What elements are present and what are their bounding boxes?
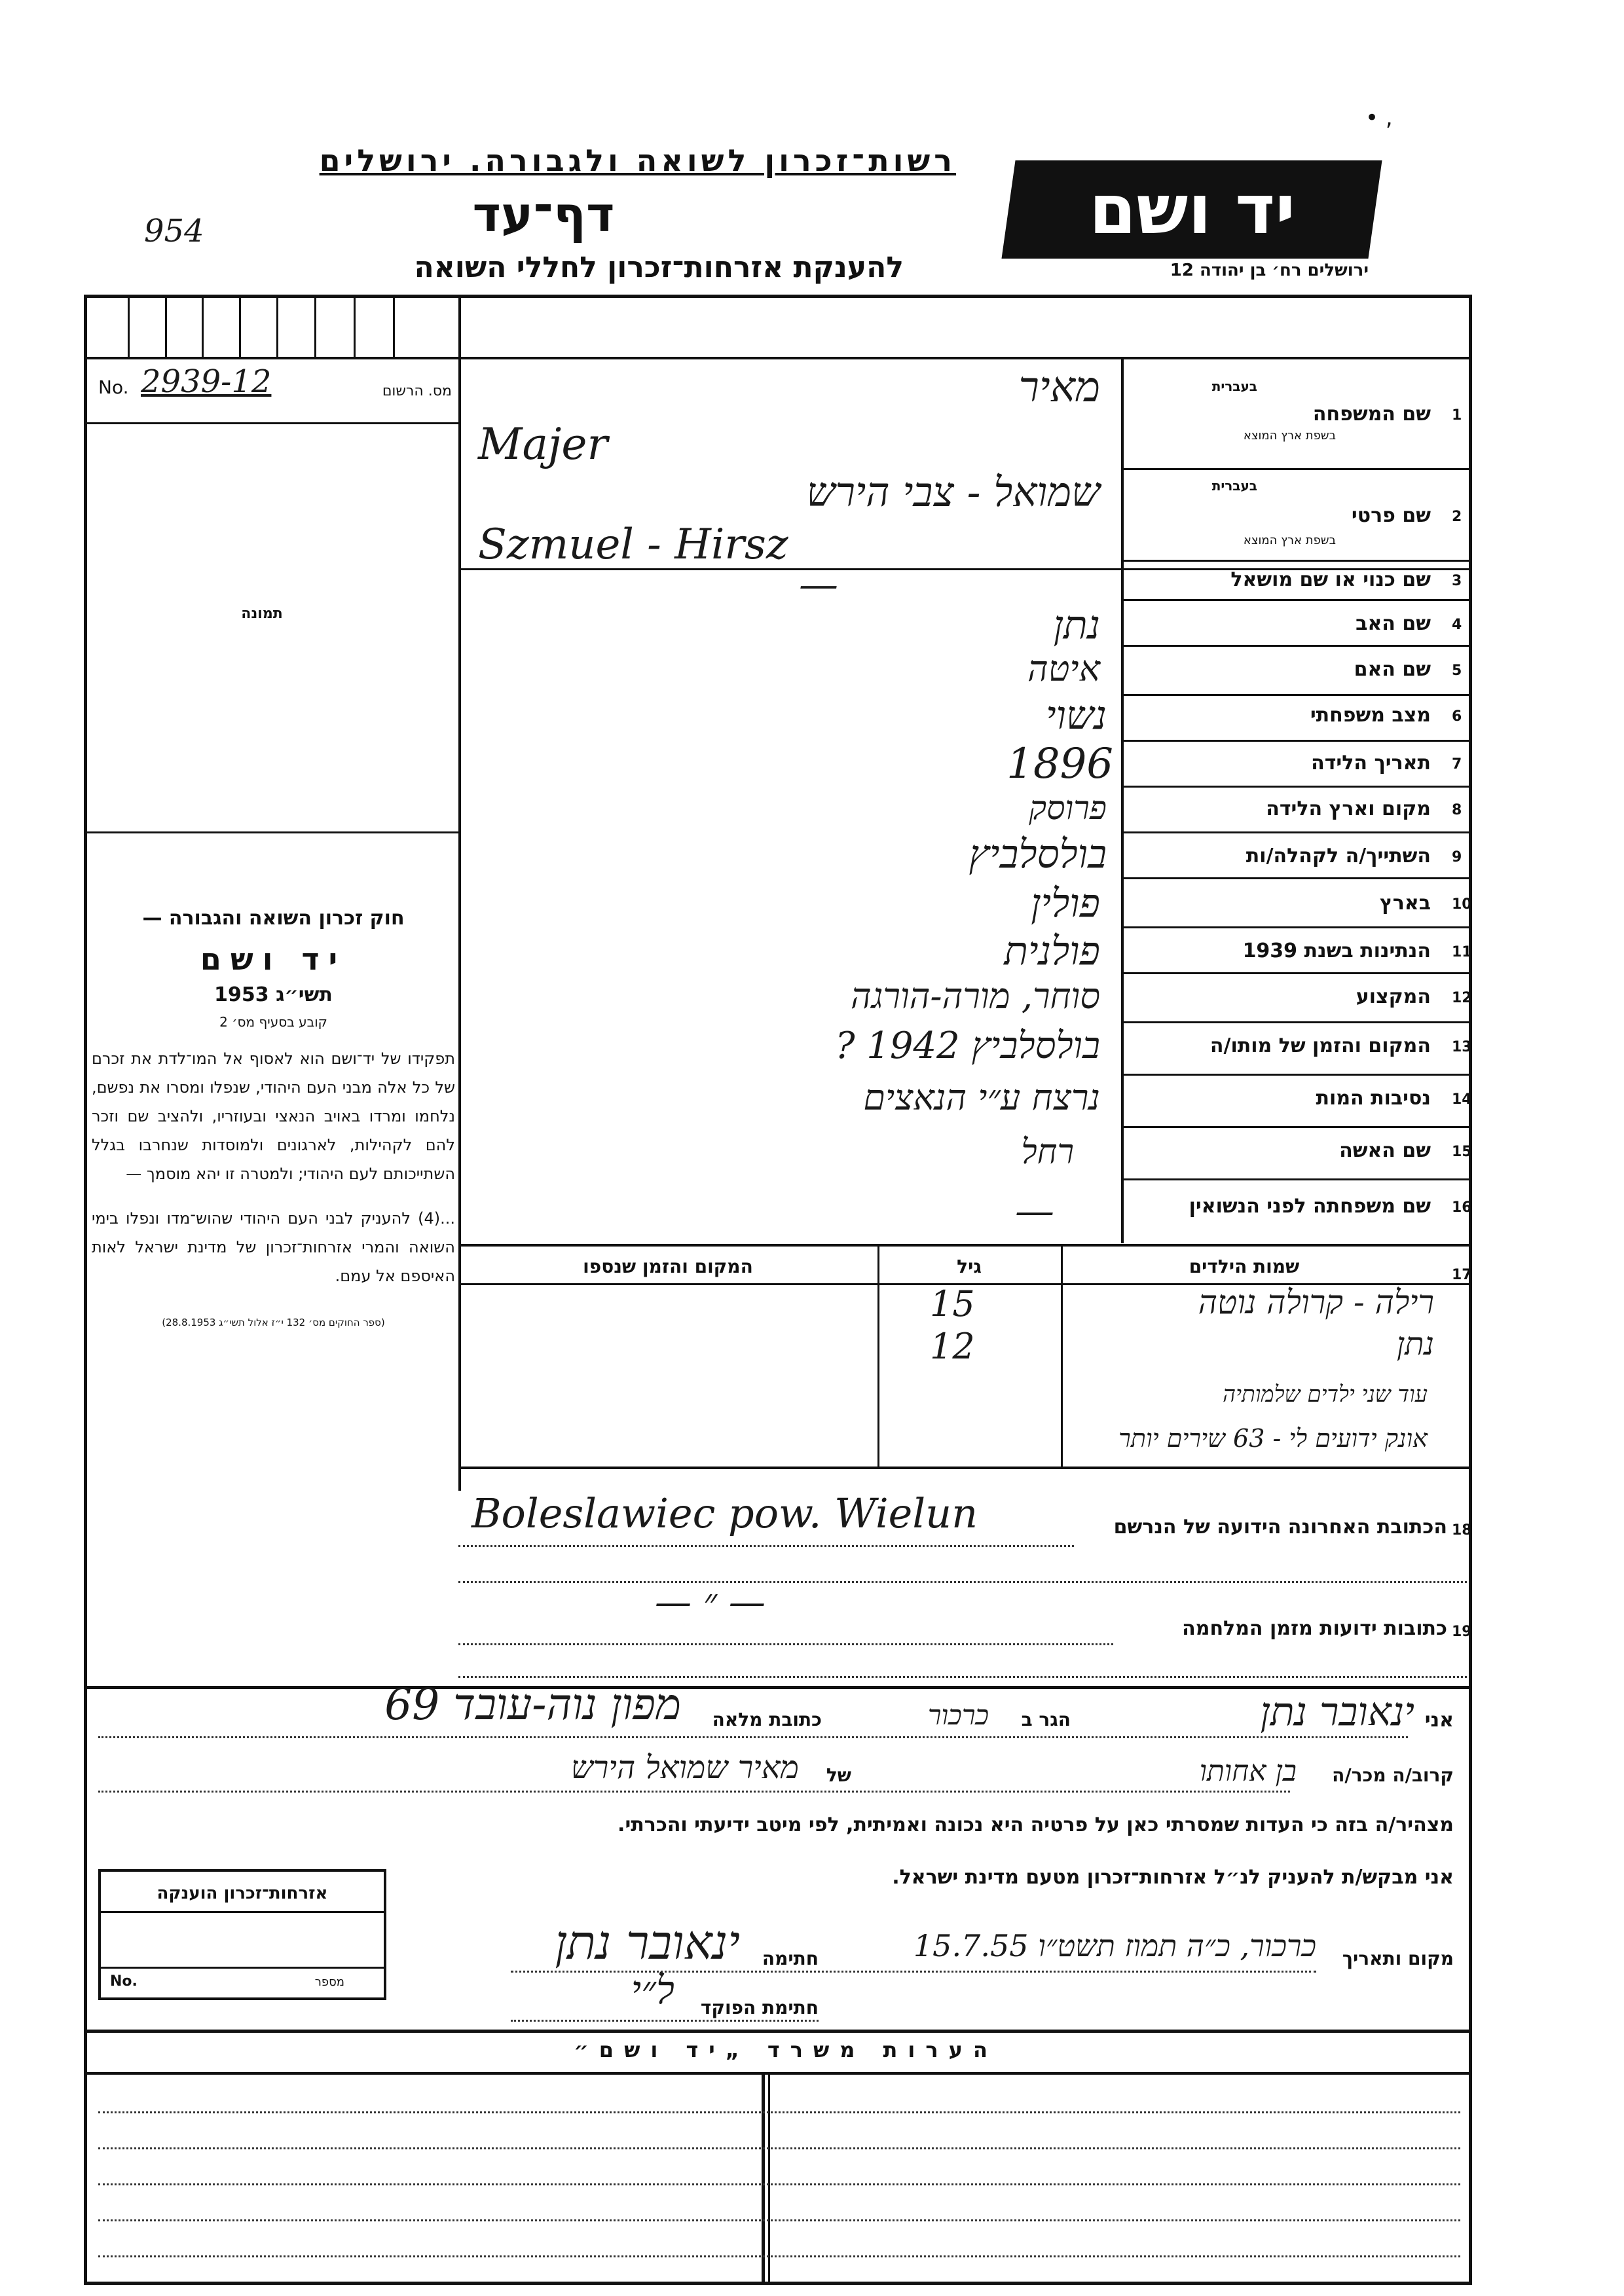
field-14-value: נרצח ע״י הנאצים [863,1077,1100,1118]
children-col-age: גיל [957,1256,982,1277]
field-14-number: 14 [1452,1091,1472,1108]
field-16-label: שם משפחתה לפני הנשואין [1189,1195,1431,1218]
field-1-number: 1 [1452,407,1462,424]
law-title: חוק זכרון השואה והגבורה — [142,907,405,930]
field-18-value: Boleslawiec pow. Wielun [471,1489,978,1537]
law-box [92,907,455,1328]
field-4-label: שם האב [1356,612,1431,635]
resides-label: הגר ב [1021,1709,1071,1730]
field-16-number: 16 [1452,1199,1472,1216]
corner-mark: • , [1365,105,1393,131]
field-16-value: — [1015,1188,1054,1234]
field-12-value: סוחר, מורה-הורגה [850,975,1100,1017]
field-10-value: פולין [1031,881,1100,926]
full-address-label: כתובת מלאה [712,1709,822,1730]
field-12-number: 12 [1452,990,1472,1006]
relative-value: בן אחותו [1199,1755,1297,1788]
field-2-sub-local: בשפת ארץ המוצא [1243,534,1336,547]
field-8-number: 8 [1452,802,1462,818]
of-value: מאיר שמואל הירש [570,1749,799,1786]
law-paragraph-1: תפקידו של יד־ושם הוא לאסוף אל המו־לדת את זכרם של כל אלה מבני העם היהודי, שנפלו ומסרו את נפשם, נלחמו ומרדו באויב הנאצי ובעוזריו, ולהציב שם וזכר להם לקהילות, לארגונים ולמוסדות שנחרבו בגלל השתייכותם לעם היהודי; ולמטרה זו יהא מוסמך — [92,1049,455,1183]
field-19-value: — ״ — [655,1581,766,1624]
children-col-names: שמות הילדים [1189,1256,1300,1277]
field-6-label: מצב משפחתי [1310,704,1431,727]
field-15-value: רחל [1021,1133,1074,1172]
field-13-value: בולסלביץ 1942 ? [835,1025,1100,1067]
photo-label: תמונה [241,606,283,622]
field-11-number: 11 [1452,944,1472,960]
field-6-value: נשוי [1045,693,1107,738]
place-date-value: כרכור, כ״ה תמוז תשט״ו 15.7.55 [913,1928,1316,1963]
field-12-label: המקצוע [1356,985,1431,1008]
field-1-sub-local: בשפת ארץ המוצא [1243,429,1336,443]
field-15-label: שם האשה [1339,1139,1431,1162]
field-10-number: 10 [1452,896,1472,913]
field-15-number: 15 [1452,1144,1472,1160]
field-9-value: בולסלביץ [969,831,1107,877]
field-14-label: נסיבות המות [1316,1087,1431,1110]
child-1-age: 15 [930,1283,975,1324]
field-2-value-local: Szmuel - Hirsz [478,520,788,569]
declaration-ani: אני [1424,1709,1454,1732]
field-7-number: 7 [1452,756,1462,773]
field-1-sub-hebrew: בעברית [1211,378,1257,394]
of-label: של [826,1764,851,1786]
field-10-label: בארץ [1379,892,1431,915]
law-name: יד ושם [200,941,347,977]
child-1-name: רילה - קרולה נוטה [1198,1283,1434,1321]
award-title: אזרחות־זכרון הוענקה [157,1884,328,1903]
field-3-value: — [799,562,838,608]
field-1-value-local: Majer [478,419,608,469]
signature-value: ינאובר נתן [555,1915,740,1970]
logo-address: ירושלים רח׳ בן יהודה 12 [1170,261,1369,280]
field-9-number: 9 [1452,849,1462,866]
field-3-label: שם כנוי או שם מושאל [1230,568,1431,591]
field-13-label: המקום והזמן של מותו/ה [1209,1034,1431,1057]
field-4-value: נתן [1053,602,1100,648]
form-title: דף־עד [472,187,615,243]
place-date-label: מקום ותאריך [1342,1948,1454,1969]
field-17-number: 17 [1452,1267,1472,1283]
statement-request: אני מבקש/ת להעניק לנ״ל אזרחות־זכרון מטעם מדינת ישראל. [892,1866,1454,1889]
law-citation: (ספר החוקים מס׳ 132 י״ז אלול תשי״ג 28.8.1953) [162,1317,385,1328]
child-2-name: נתן [1396,1326,1434,1362]
field-8-value: פרוסק [1029,789,1107,827]
field-1-value-hebrew: מאיר [1018,363,1100,412]
field-7-label: תאריך הלידה [1311,752,1431,774]
declarant-name: ינאובר נתן [1260,1689,1414,1735]
registration-no-label: No. [98,376,129,398]
child-3-name: עוד שני ילדים שלמותיה [1223,1381,1428,1408]
field-5-value: איטה [1027,648,1100,689]
field-7-value: 1896 [1006,740,1113,788]
child-2-age: 12 [930,1326,975,1367]
signature-label: חתימה [762,1948,819,1969]
code-cells [92,298,458,357]
field-6-number: 6 [1452,708,1462,725]
award-number-label: מספר [314,1975,344,1989]
field-18-label: הכתובת האחרונה הידועה של הנרשם [1113,1516,1447,1539]
resides-city: כרכור [927,1699,989,1731]
law-section: קובע בסעיף מס׳ 2 [219,1014,327,1030]
field-1-label: שם המשפחה [1312,403,1431,426]
award-no-label: No. [110,1973,138,1990]
field-4-number: 4 [1452,617,1462,633]
field-2-value-hebrew: שמואל - צבי הירש [806,468,1100,516]
field-18-number: 18 [1452,1522,1472,1539]
statement-truth: מצהיר/ה בזה כי העדות שמסרתי כאן על פרטיה היא נכונה ואמיתית, לפי מיטב ידיעתי והכרתי. [618,1813,1454,1836]
field-11-label: הנתינות בשנת 1939 [1242,939,1431,962]
children-col-place: המקום והזמן שנספו [583,1256,753,1277]
yad-vashem-logo [1001,160,1382,259]
field-5-number: 5 [1452,663,1462,679]
child-4-name: אונק ידועים לי - 63 שירים יותר [1118,1424,1428,1453]
field-19-number: 19 [1452,1624,1472,1640]
full-address-value: מפון נוה-עובד 69 [384,1679,681,1730]
field-9-label: השתייך/ה לקהלה/ות [1246,845,1431,867]
authority-name: רשות־זכרון לשואה ולגבורה. ירושלים [319,143,956,178]
field-13-number: 13 [1452,1039,1472,1055]
law-paragraph-2: ...(4) להעניק לבני העם היהודי שהוש־מדו ונפלו בימי השואה והמרי אזרחות־זכרון של מדינת ישראל לאות האיספם אל עמם. [92,1209,455,1285]
field-3-number: 3 [1452,573,1462,589]
law-year: תשי״ג 1953 [214,983,333,1006]
logo-text: יד ושם [1088,170,1295,249]
field-11-value: פולנית [1004,928,1100,974]
field-2-number: 2 [1452,509,1462,525]
remarks-title: הערות משרד „יד ושם״ [574,2037,998,2062]
handwritten-number: 954 [144,213,204,249]
form-subtitle: להענקת אזרחות־זכרון לחללי השואה [414,251,904,284]
field-5-label: שם האם [1354,658,1431,681]
registration-label: מס. הרשום [382,383,452,399]
officer-label: חתימת הפוקד [700,1997,819,2018]
award-box [98,1869,386,2000]
field-2-label: שם פרטי [1351,504,1431,527]
field-2-sub-hebrew: בעברית [1211,478,1257,494]
relative-label: קרוב/ה מכר/ה [1332,1764,1454,1786]
field-8-label: מקום וארץ הלידה [1266,797,1431,820]
field-19-label: כתובות ידועות מזמן המלחמה [1182,1617,1447,1640]
registration-no-value: 2939-12 [141,363,272,400]
officer-signature: ל״י [631,1967,674,2013]
